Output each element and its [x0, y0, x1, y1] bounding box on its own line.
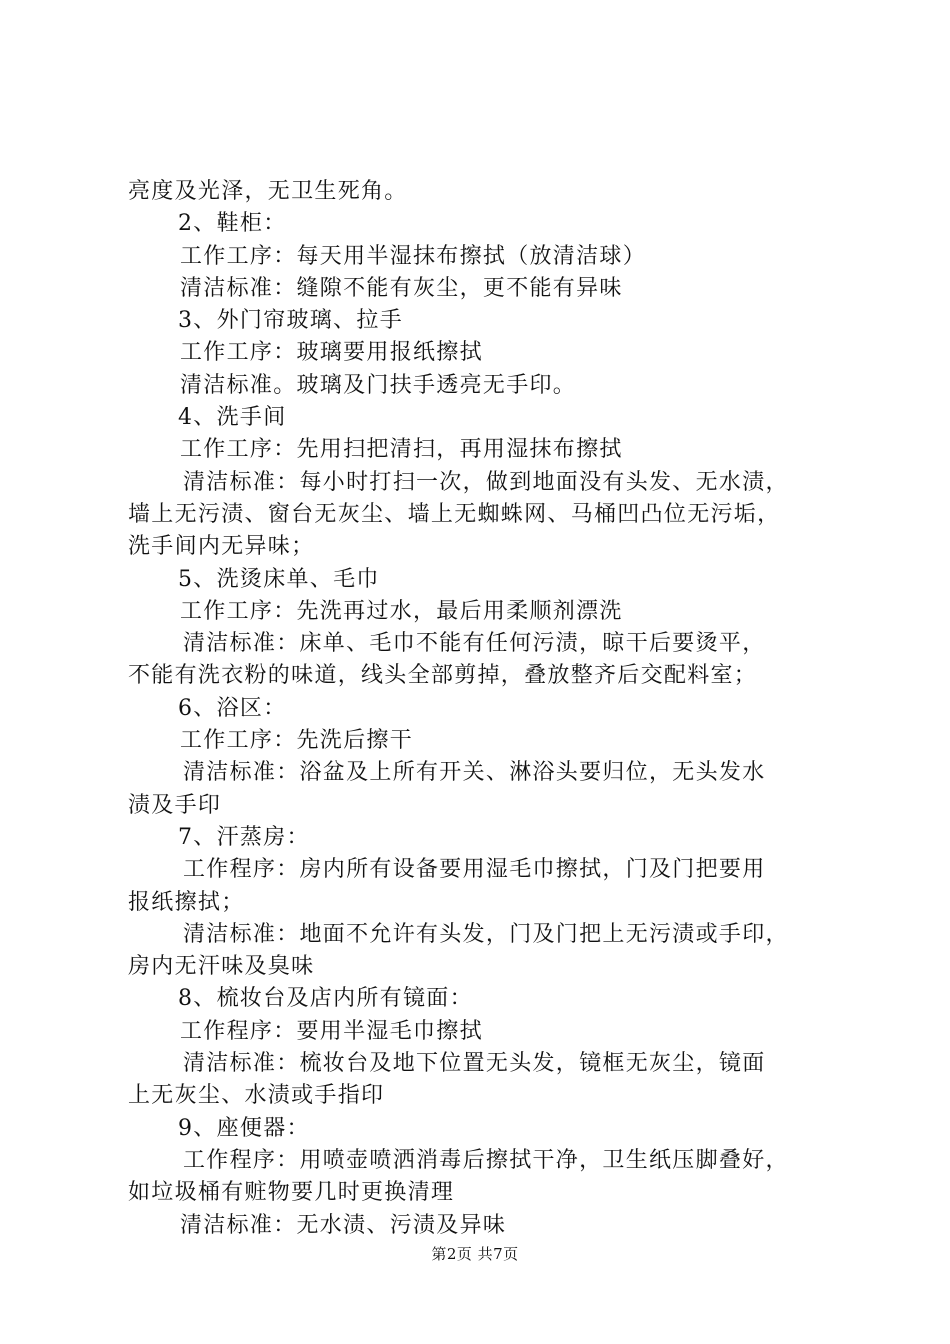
document-body — [128, 176, 838, 1242]
text-line: 工作程序：要用半湿毛巾擦拭 — [180, 1018, 483, 1044]
section-heading: 3、外门帘玻璃、拉手 — [178, 308, 403, 334]
text-line: 工作工序：先用扫把清扫，再用湿抹布擦拭 — [180, 437, 623, 463]
text-line: 如垃圾桶有赃物要几时更换清理 — [128, 1180, 455, 1206]
text-line: 报纸擦拭； — [128, 889, 245, 915]
text-line: 亮度及光泽，无卫生死角。 — [128, 179, 408, 204]
text-line: 工作工序：先洗后擦干 — [180, 728, 414, 754]
text-line: 渍及手印 — [128, 792, 222, 818]
page-number-footer: 第2页 共7页 — [431, 1245, 519, 1263]
section-heading: 7、汗蒸房： — [178, 824, 310, 850]
text-line: 工作工序：每天用半湿抹布擦拭（放清洁球） — [180, 243, 647, 269]
text-line: 上无灰尘、水渍或手指印 — [128, 1083, 385, 1109]
text-line: 房内无汗味及臭味 — [128, 954, 315, 980]
text-line: 清洁标准：无水渍、污渍及异味 — [180, 1212, 507, 1238]
text-line: 清洁标准：每小时打扫一次，做到地面没有头发、无水渍， — [183, 469, 789, 495]
section-heading: 8、梳妆台及店内所有镜面： — [178, 986, 473, 1012]
section-heading: 6、浴区： — [178, 695, 287, 721]
text-line: 工作程序：用喷壶喷洒消毒后擦拭干净，卫生纸压脚叠好， — [183, 1147, 789, 1173]
text-line: 清洁标准：床单、毛巾不能有任何污渍，晾干后要烫平， — [183, 631, 766, 657]
text-line: 墙上无污渍、窗台无灰尘、墙上无蜘蛛网、马桶凹凸位无污垢， — [128, 501, 781, 527]
text-line: 清洁标准。玻璃及门扶手透亮无手印。 — [180, 372, 577, 398]
section-heading: 9、座便器： — [178, 1115, 310, 1141]
section-heading: 4、洗手间 — [178, 405, 287, 431]
text-line: 清洁标准：地面不允许有头发，门及门把上无污渍或手印， — [183, 921, 789, 947]
text-line: 清洁标准：缝隙不能有灰尘，更不能有异味 — [180, 275, 623, 301]
text-line: 工作程序：房内所有设备要用湿毛巾擦拭，门及门把要用 — [183, 857, 766, 883]
text-line: 工作工序：先洗再过水，最后用柔顺剂漂洗 — [180, 598, 623, 624]
text-line: 清洁标准：梳妆台及地下位置无头发，镜框无灰尘，镜面 — [183, 1051, 766, 1077]
text-line: 工作工序：玻璃要用报纸擦拭 — [180, 340, 483, 366]
text-line: 不能有洗衣粉的味道，线头全部剪掉，叠放整齐后交配料室； — [128, 663, 758, 689]
section-heading: 5、洗烫床单、毛巾 — [178, 566, 380, 592]
text-line: 洗手间内无异味； — [128, 534, 315, 560]
text-line: 清洁标准：浴盆及上所有开关、淋浴头要归位，无头发水 — [183, 760, 766, 786]
section-heading: 2、鞋柜： — [178, 211, 287, 237]
